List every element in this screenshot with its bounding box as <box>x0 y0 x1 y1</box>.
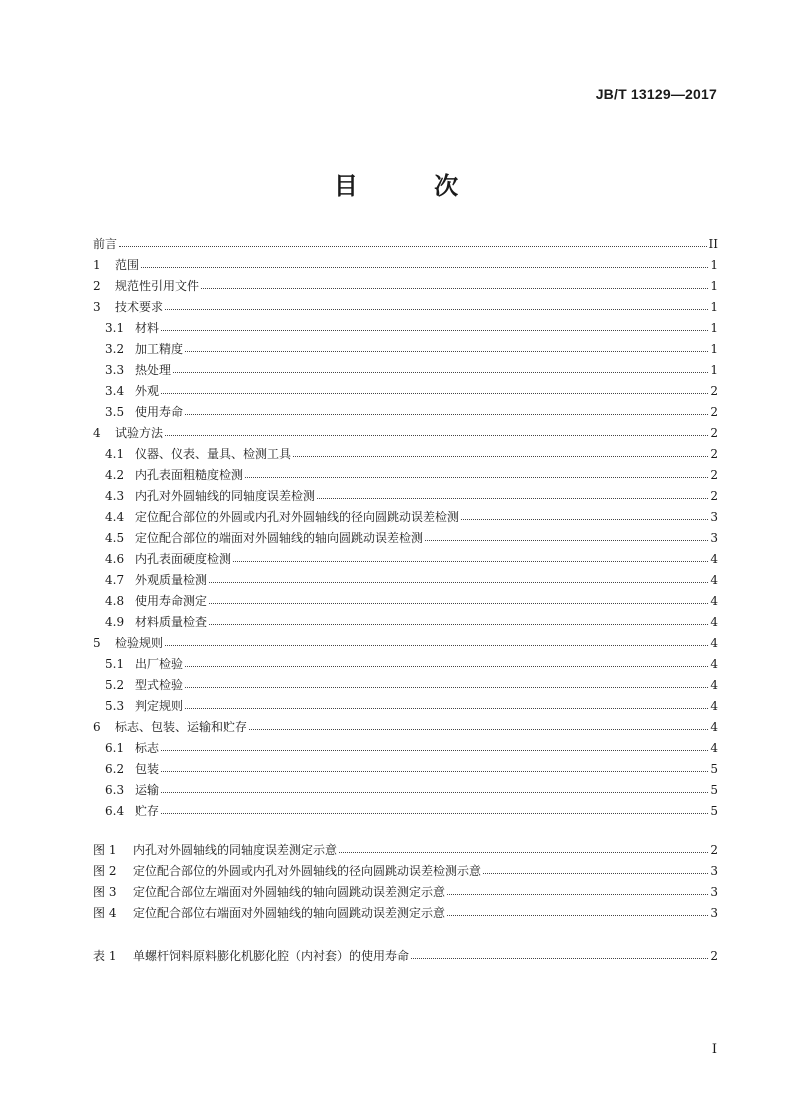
dot-leader <box>161 812 708 814</box>
toc-entry-number: 6.4 <box>105 804 125 818</box>
dot-leader <box>141 266 708 268</box>
toc-entry[interactable] <box>93 633 718 654</box>
toc-entry-number: 3.3 <box>105 363 125 377</box>
toc-entry-number: 3 <box>93 300 101 314</box>
dot-leader <box>293 455 708 457</box>
toc-main-entries <box>93 234 718 822</box>
toc-entry[interactable] <box>93 717 718 738</box>
toc-entry-label: 范围 <box>115 258 140 272</box>
toc-entry-number: 图 1 <box>93 843 117 857</box>
toc-entry-page: 1 <box>710 300 718 314</box>
toc-entry-label: 贮存 <box>135 804 160 818</box>
toc-entry-number: 6.3 <box>105 783 125 797</box>
toc-entry-number: 5 <box>93 636 101 650</box>
toc-entry-number: 3.5 <box>105 405 125 419</box>
toc-entry[interactable] <box>93 903 718 924</box>
toc-entry-number: 4.8 <box>105 594 125 608</box>
toc-entry-page: II <box>708 237 718 251</box>
toc-entry-label: 热处理 <box>135 363 172 377</box>
toc-entry[interactable] <box>93 360 718 381</box>
toc-entry-label: 定位配合部位的外圆或内孔对外圆轴线的径向圆跳动误差检测示意 <box>133 864 482 878</box>
toc-entry-number: 图 2 <box>93 864 117 878</box>
toc-entry-label: 定位配合部位左端面对外圆轴线的轴向圆跳动误差测定示意 <box>133 885 446 899</box>
toc-entry-label: 规范性引用文件 <box>115 279 200 293</box>
document-code: JB/T 13129—2017 <box>595 86 717 102</box>
dot-leader <box>161 329 708 331</box>
toc-entry[interactable] <box>93 946 718 967</box>
toc-entry[interactable] <box>93 780 718 801</box>
toc-entry-label: 检验规则 <box>115 636 164 650</box>
toc-entry-page: 4 <box>710 741 718 755</box>
toc-entry-page: 1 <box>710 363 718 377</box>
toc-entry-page: 2 <box>710 489 718 503</box>
dot-leader <box>185 686 708 688</box>
toc-entry-number: 3.4 <box>105 384 125 398</box>
toc-entry-page: 4 <box>710 657 718 671</box>
toc-entry[interactable] <box>93 528 718 549</box>
toc-entry[interactable] <box>93 465 718 486</box>
toc-entry-page: 1 <box>710 258 718 272</box>
toc-entry[interactable] <box>93 612 718 633</box>
toc-entry-page: 5 <box>710 783 718 797</box>
toc-entry[interactable] <box>93 423 718 444</box>
toc-entry-page: 2 <box>710 405 718 419</box>
dot-leader <box>161 749 708 751</box>
toc-entry-number: 3.2 <box>105 342 125 356</box>
toc-entry[interactable] <box>93 591 718 612</box>
page-title: 目 次 <box>333 172 493 200</box>
toc-entry-label: 定位配合部位的端面对外圆轴线的轴向圆跳动误差检测 <box>135 531 424 545</box>
toc-entry-page: 4 <box>710 699 718 713</box>
toc-entry-number: 1 <box>93 258 101 272</box>
toc-entry-number: 4.4 <box>105 510 125 524</box>
toc-entry-page: 5 <box>710 762 718 776</box>
toc-entry-number: 5.3 <box>105 699 125 713</box>
toc-entry-number: 4.1 <box>105 447 125 461</box>
toc-entry[interactable] <box>93 486 718 507</box>
toc-entry-label: 型式检验 <box>135 678 184 692</box>
toc-entry-label: 出厂检验 <box>135 657 184 671</box>
toc-entry[interactable] <box>93 801 718 822</box>
toc-entry[interactable] <box>93 234 718 255</box>
dot-leader <box>425 539 708 541</box>
toc-entry-number: 3.1 <box>105 321 125 335</box>
toc-entry-label: 使用寿命 <box>135 405 184 419</box>
dot-leader <box>483 872 708 874</box>
dot-leader <box>461 518 708 520</box>
table-of-contents <box>93 234 718 967</box>
toc-entry-page: 1 <box>710 279 718 293</box>
dot-leader <box>161 392 708 394</box>
toc-entry-label: 定位配合部位的外圆或内孔对外圆轴线的径向圆跳动误差检测 <box>135 510 460 524</box>
dot-leader <box>201 287 708 289</box>
toc-entry[interactable] <box>93 570 718 591</box>
toc-entry-page: 4 <box>710 573 718 587</box>
toc-entry[interactable] <box>93 444 718 465</box>
toc-entry-label: 使用寿命测定 <box>135 594 208 608</box>
dot-leader <box>249 728 708 730</box>
toc-entry-label: 运输 <box>135 783 160 797</box>
toc-entry-number: 4.2 <box>105 468 125 482</box>
dot-leader <box>185 350 708 352</box>
toc-entry[interactable] <box>93 675 718 696</box>
toc-entry-number: 4 <box>93 426 101 440</box>
dot-leader <box>185 665 708 667</box>
toc-entry-page: 2 <box>710 384 718 398</box>
toc-entry-page: 2 <box>710 843 718 857</box>
toc-entry-page: 4 <box>710 552 718 566</box>
toc-entry-page: 2 <box>710 447 718 461</box>
toc-entry-number: 6.2 <box>105 762 125 776</box>
toc-entry-label: 材料质量检查 <box>135 615 208 629</box>
toc-entry-number: 4.3 <box>105 489 125 503</box>
toc-entry-page: 1 <box>710 342 718 356</box>
toc-entry[interactable] <box>93 696 718 717</box>
toc-entry-label: 内孔对外圆轴线的同轴度误差测定示意 <box>133 843 338 857</box>
toc-entry-page: 4 <box>710 594 718 608</box>
dot-leader <box>185 707 708 709</box>
toc-entry[interactable] <box>93 654 718 675</box>
toc-entry-page: 1 <box>710 321 718 335</box>
dot-leader <box>173 371 708 373</box>
dot-leader <box>339 851 708 853</box>
toc-entry[interactable] <box>93 759 718 780</box>
toc-entry-page: 3 <box>710 531 718 545</box>
toc-entry[interactable] <box>93 882 718 903</box>
toc-entry[interactable] <box>93 840 718 861</box>
page-number: I <box>711 1042 717 1057</box>
toc-entry-number: 6.1 <box>105 741 125 755</box>
toc-entry-number: 4.6 <box>105 552 125 566</box>
toc-entry-number: 图 4 <box>93 906 117 920</box>
toc-entry-page: 2 <box>710 468 718 482</box>
toc-entry-label: 前言 <box>93 237 118 251</box>
toc-entry-page: 3 <box>710 885 718 899</box>
toc-entry-number: 6 <box>93 720 101 734</box>
toc-table-entries <box>93 946 718 967</box>
toc-entry-label: 内孔表面硬度检测 <box>135 552 232 566</box>
toc-entry-number: 5.2 <box>105 678 125 692</box>
toc-entry-label: 标志 <box>135 741 160 755</box>
toc-entry-page: 4 <box>710 636 718 650</box>
toc-entry-label: 包装 <box>135 762 160 776</box>
toc-entry-label: 内孔表面粗糙度检测 <box>135 468 244 482</box>
toc-entry[interactable] <box>93 381 718 402</box>
dot-leader <box>161 791 708 793</box>
toc-entry-label: 材料 <box>135 321 160 335</box>
dot-leader <box>185 413 708 415</box>
dot-leader <box>161 770 708 772</box>
toc-entry[interactable] <box>93 255 718 276</box>
toc-entry[interactable] <box>93 318 718 339</box>
toc-entry-number: 表 1 <box>93 949 117 963</box>
dot-leader <box>209 602 708 604</box>
dot-leader <box>165 644 708 646</box>
toc-entry-label: 外观 <box>135 384 160 398</box>
toc-entry-number: 5.1 <box>105 657 125 671</box>
toc-entry-number: 4.9 <box>105 615 125 629</box>
toc-entry[interactable] <box>93 339 718 360</box>
toc-entry-number: 4.5 <box>105 531 125 545</box>
dot-leader <box>411 957 708 959</box>
toc-entry-page: 3 <box>710 906 718 920</box>
toc-entry-label: 内孔对外圆轴线的同轴度误差检测 <box>135 489 316 503</box>
dot-leader <box>165 434 708 436</box>
toc-entry-page: 5 <box>710 804 718 818</box>
toc-entry-label: 定位配合部位右端面对外圆轴线的轴向圆跳动误差测定示意 <box>133 906 446 920</box>
toc-entry-label: 技术要求 <box>115 300 164 314</box>
toc-entry-label: 仪器、仪表、量具、检测工具 <box>135 447 292 461</box>
toc-figure-entries <box>93 840 718 924</box>
toc-entry-page: 4 <box>710 720 718 734</box>
toc-entry-page: 4 <box>710 678 718 692</box>
dot-leader <box>209 623 708 625</box>
toc-entry-number: 4.7 <box>105 573 125 587</box>
toc-entry-label: 外观质量检测 <box>135 573 208 587</box>
dot-leader <box>447 914 708 916</box>
toc-entry-label: 判定规则 <box>135 699 184 713</box>
toc-entry[interactable] <box>93 297 718 318</box>
dot-leader <box>245 476 708 478</box>
toc-entry-number: 图 3 <box>93 885 117 899</box>
dot-leader <box>447 893 708 895</box>
toc-entry-number: 2 <box>93 279 101 293</box>
toc-entry-page: 3 <box>710 510 718 524</box>
toc-entry-label: 标志、包装、运输和贮存 <box>115 720 248 734</box>
dot-leader <box>233 560 708 562</box>
dot-leader <box>165 308 708 310</box>
toc-entry-label: 试验方法 <box>115 426 164 440</box>
toc-entry-page: 2 <box>710 949 718 963</box>
toc-entry[interactable] <box>93 738 718 759</box>
toc-entry-page: 2 <box>710 426 718 440</box>
toc-entry-label: 单螺杆饲料原料膨化机膨化腔（内衬套）的使用寿命 <box>133 949 410 963</box>
dot-leader <box>209 581 708 583</box>
dot-leader <box>119 245 707 247</box>
toc-entry[interactable] <box>93 861 718 882</box>
toc-entry-page: 3 <box>710 864 718 878</box>
toc-entry-label: 加工精度 <box>135 342 184 356</box>
toc-entry[interactable] <box>93 507 718 528</box>
toc-entry[interactable] <box>93 276 718 297</box>
toc-entry[interactable] <box>93 549 718 570</box>
dot-leader <box>317 497 708 499</box>
toc-entry-page: 4 <box>710 615 718 629</box>
toc-entry[interactable] <box>93 402 718 423</box>
